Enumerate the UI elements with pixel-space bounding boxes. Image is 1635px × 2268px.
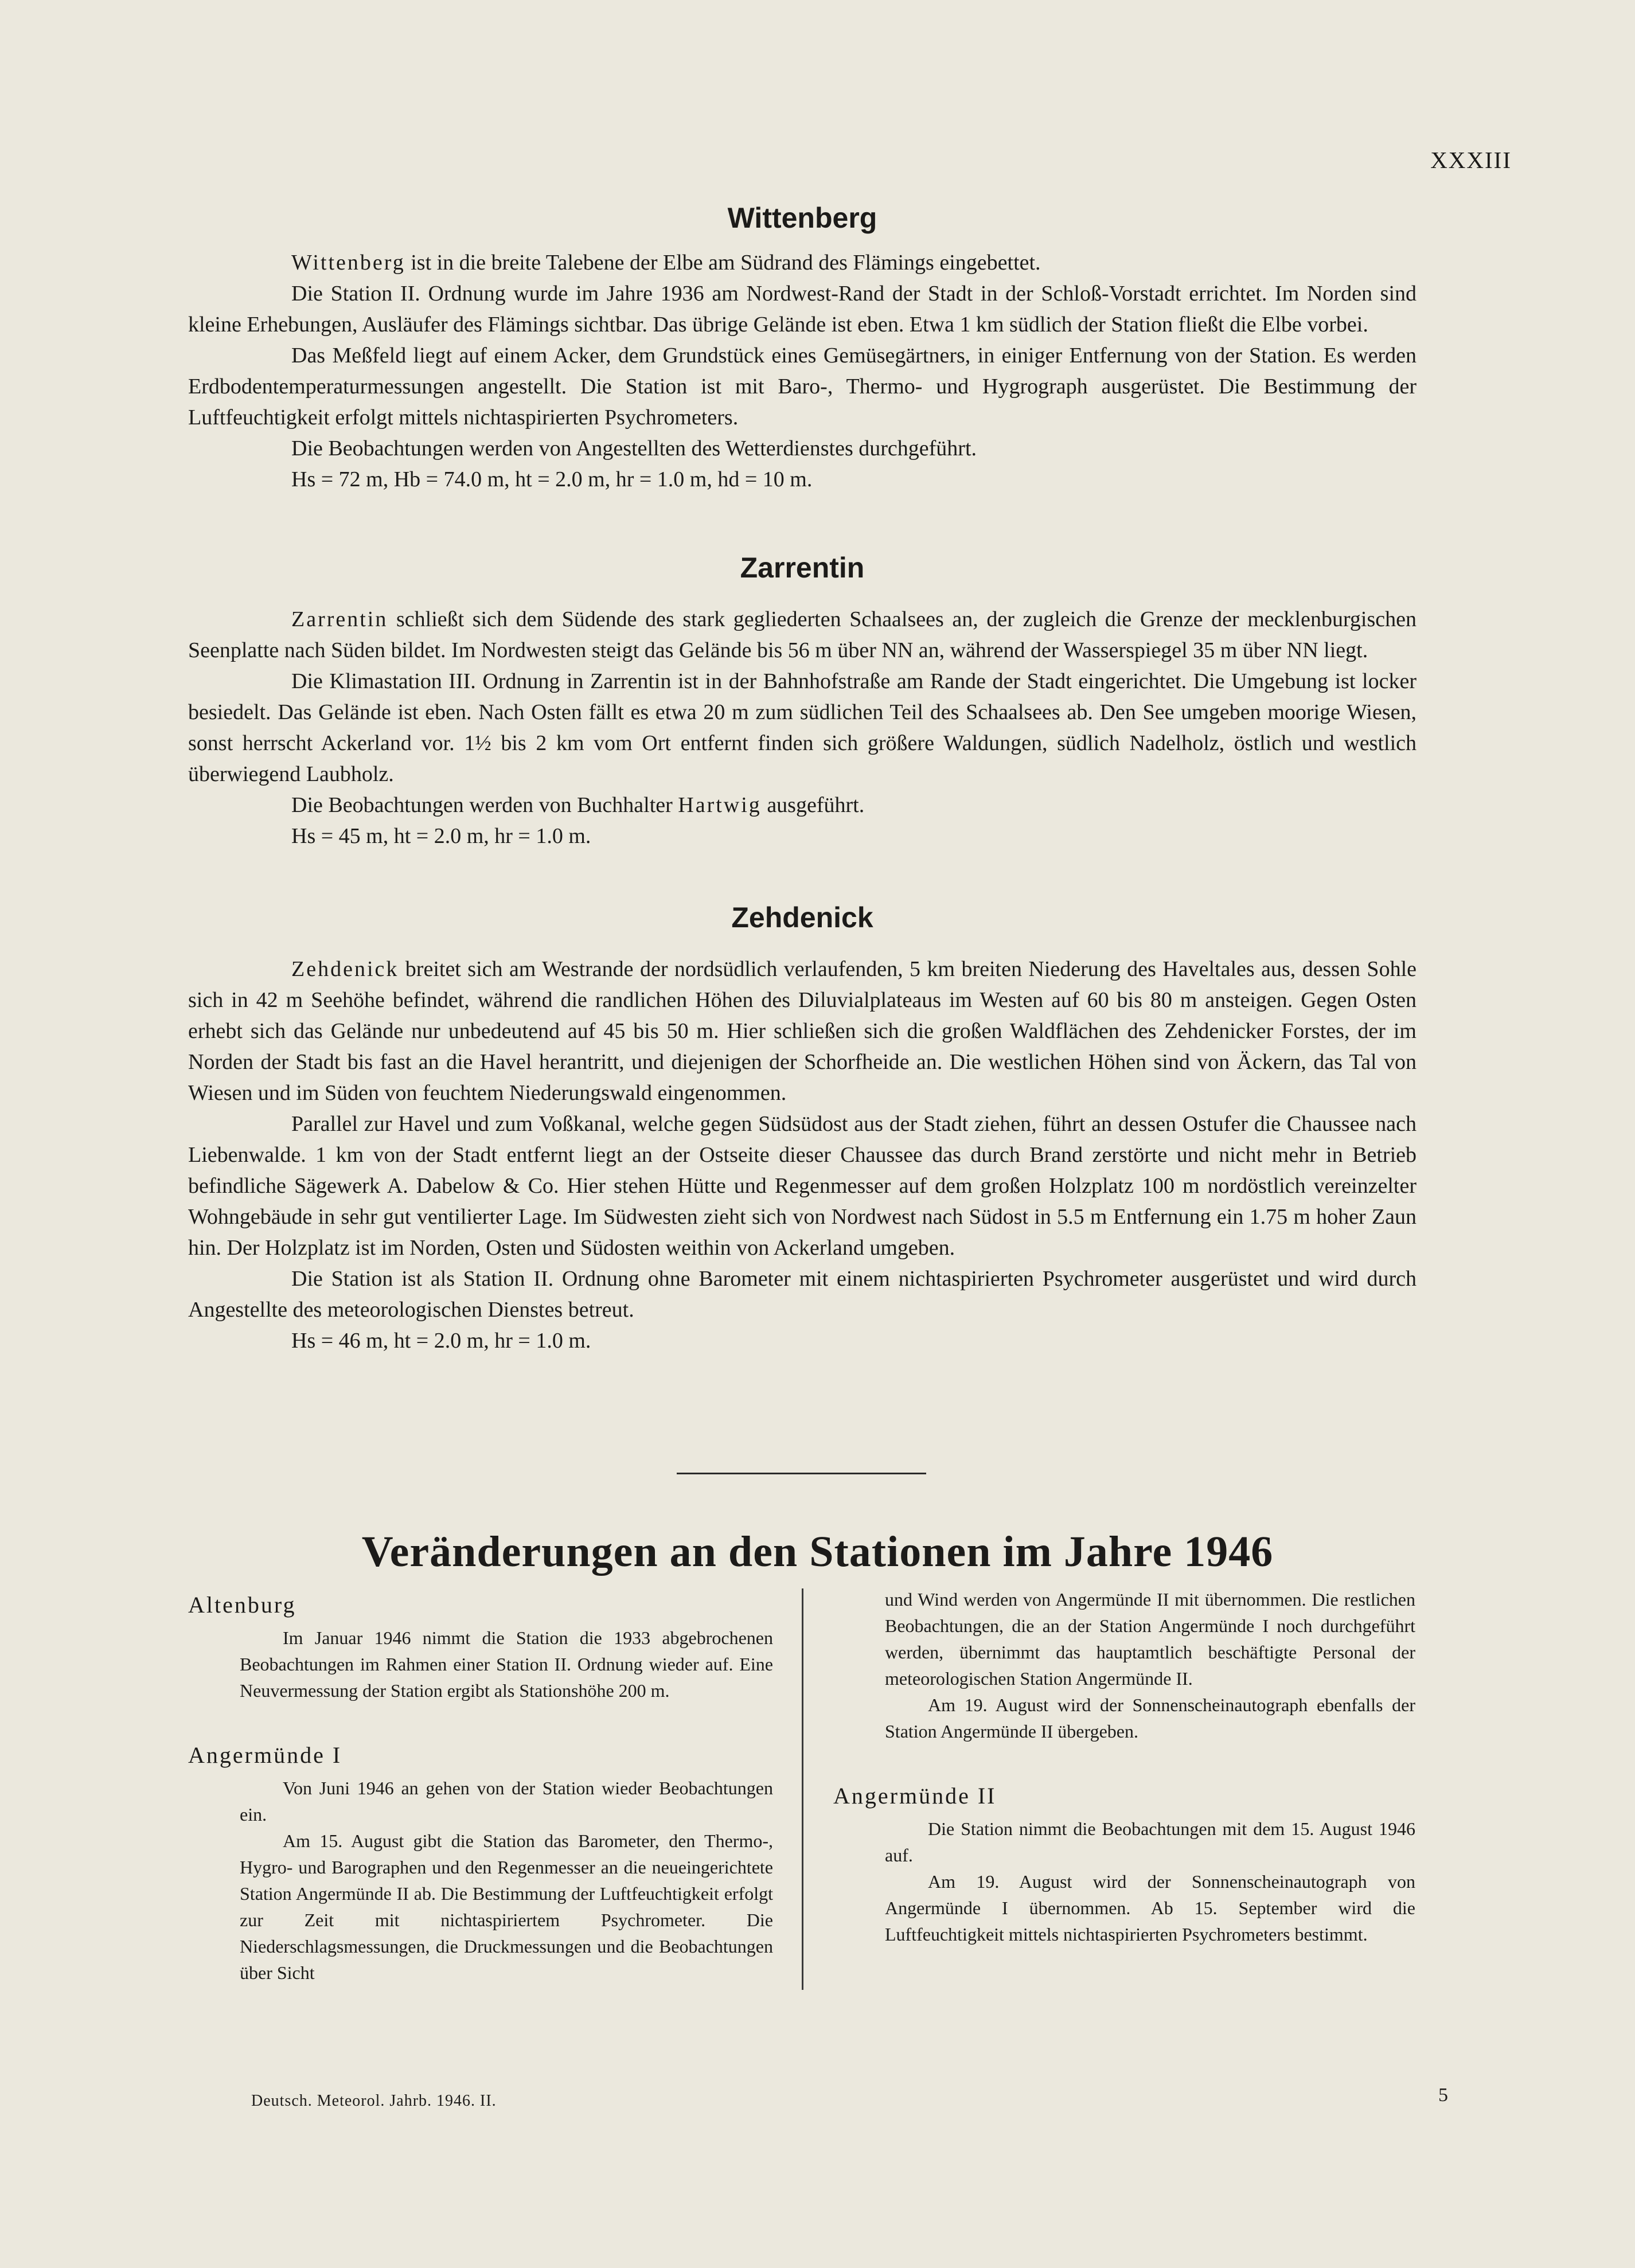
paragraph: Parallel zur Havel und zum Voßkanal, welche gegen Südsüdost aus der Stadt ziehen, führt an dessen Ostufer die Chaussee nach Liebenwalde. 1 km von der Stadt entfernt liegt an der Ostseite dieser Chaussee das durch Brand zerstörte und nicht mehr in Betrieb befindliche Sägewerk A. Dabelow & Co. Hier stehen Hütte und Regenmesser auf dem großen Holzplatz 100 m nordöstlich vereinzelter Wohngebäude in sehr gut ventilierter Lage. Im Südwesten zieht sich von Nordwest nach Südost in 5.5 m Entfernung ein 1.75 m hoher Zaun hin. Der Holzplatz ist im Norden, Osten und Südosten weithin von Ackerland umgeben. — [188, 1112, 1417, 1260]
station-name-angermuende-2: Angermünde II — [833, 1783, 997, 1809]
changes-right-column — [833, 1586, 1415, 1947]
paragraph: Am 19. August wird der Sonnenscheinautograph ebenfalls der Station Angermünde II übergeben. — [885, 1695, 1415, 1742]
page-roman-number: XXXIII — [1430, 147, 1512, 173]
paragraph: Die Beobachtungen werden von Angestellten des Wetterdienstes durchgeführt. — [291, 436, 977, 460]
section-wittenberg — [188, 204, 1417, 495]
paragraph — [188, 247, 1417, 278]
paragraph — [188, 790, 1417, 821]
paragraph: Die Station nimmt die Beobachtungen mit dem 15. August 1946 auf. — [885, 1818, 1415, 1865]
paragraph-text: ausgeführt. — [761, 793, 865, 817]
paragraph-text: schließt sich dem Südende des stark gegliederten Schaalsees an, der zugleich die Grenze der mecklenburgischen Seenplatte nach Süden bildet. Im Nordwesten steigt das Gelände bis 56 m über NN an, während der Wasserspiegel 35 m über NN liegt. — [188, 607, 1417, 662]
spaced-name: Zehdenick — [291, 957, 399, 981]
paragraph: Die Klimastation III. Ordnung in Zarrentin ist in der Bahnhofstraße am Rande der Stadt eingerichtet. Die Umgebung ist locker besiedelt. Das Gelände ist eben. Nach Osten fällt es etwa 20 m zum südlichen Teil des Schaalsees ab. Den See umgeben moorige Wiesen, sonst herrscht Ackerland vor. 1½ bis 2 km vom Ort entfernt finden sich größere Waldungen, südlich Nadelholz, östlich und westlich überwiegend Laubholz. — [188, 669, 1417, 786]
section-title: Zarrentin — [740, 552, 865, 584]
station-name-altenburg: Altenburg — [188, 1592, 296, 1618]
paragraph-continued: und Wind werden von Angermünde II mit übernommen. Die restlichen Beobachtungen, die an der Station Angermünde I noch durchgeführt werden, übernimmt das hauptamtlich beschäftigte Personal der meteorologischen Station Angermünde II. — [885, 1589, 1415, 1689]
paragraph — [188, 604, 1417, 666]
station-heights: Hs = 45 m, ht = 2.0 m, hr = 1.0 m. — [291, 824, 591, 848]
station-heights: Hs = 72 m, Hb = 74.0 m, ht = 2.0 m, hr = 1.0 m, hd = 10 m. — [291, 467, 813, 491]
paragraph-text: ist in die breite Talebene der Elbe am Südrand des Flämings eingebettet. — [405, 251, 1041, 275]
station-heights: Hs = 46 m, ht = 2.0 m, hr = 1.0 m. — [291, 1329, 591, 1353]
station-name-angermuende-1: Angermünde I — [188, 1742, 342, 1768]
changes-left-column — [188, 1591, 773, 1986]
paragraph-text: Die Beobachtungen werden von Buchhalter — [291, 793, 678, 817]
section-title: Wittenberg — [727, 202, 877, 234]
paragraph: Im Januar 1946 nimmt die Station die 1933 abgebrochenen Beobachtungen im Rahmen einer Station II. Ordnung wieder auf. Eine Neuvermessung der Station ergibt als Stationshöhe 200 m. — [240, 1627, 773, 1701]
section-divider — [677, 1473, 926, 1474]
column-divider — [802, 1588, 803, 1990]
section-zarrentin — [188, 553, 1417, 852]
spaced-name: Zarrentin — [291, 607, 388, 631]
paragraph: Am 15. August gibt die Station das Barometer, den Thermo-, Hygro- und Barographen und den Regenmesser an die neueingerichtete Station Angermünde II ab. Die Bestimmung der Luftfeuchtigkeit erfolgt zur Zeit mit nichtaspiriertem Psychrometer. Die Niederschlagsmessungen, die Druckmessungen und die Beobachtungen über Sicht — [240, 1830, 773, 1983]
section-title: Zehdenick — [731, 901, 873, 934]
paragraph: Am 19. August wird der Sonnenscheinautograph von Angermünde I übernommen. Ab 15. September wird die Luftfeuchtigkeit mittels nichtaspirierten Psychrometers bestimmt. — [885, 1871, 1415, 1945]
page-number: 5 — [1438, 2084, 1448, 2106]
changes-title: Veränderungen an den Stationen im Jahre 1946 — [361, 1528, 1274, 1576]
paragraph-text: breitet sich am Westrande der nordsüdlich verlaufenden, 5 km breiten Niederung des Haveltales aus, dessen Sohle sich in 42 m Seehöhe befindet, während die randlichen Höhen des Diluvialplateaus im Westen auf 60 bis 80 m ansteigen. Gegen Osten erhebt sich das Gelände nur unbedeutend auf 45 bis 50 m. Hier schließen sich die großen Waldflächen des Zehdenicker Forstes, der im Norden der Stadt bis fast an die Havel herantritt, und diejenigen der Schorfheide an. Die westlichen Höhen sind von Äckern, das Tal von Wiesen und im Süden von feuchtem Niederungswald eingenommen. — [188, 957, 1417, 1105]
paragraph: Die Station ist als Station II. Ordnung ohne Barometer mit einem nichtaspirierten Psychrometer ausgerüstet und wird durch Angestellte des meteorologischen Dienstes betreut. — [188, 1267, 1417, 1322]
spaced-name: Wittenberg — [291, 251, 405, 275]
paragraph — [188, 954, 1417, 1108]
paragraph: Von Juni 1946 an gehen von der Station wieder Beobachtungen ein. — [240, 1778, 773, 1825]
spaced-name: Hartwig — [678, 793, 762, 817]
paragraph: Die Station II. Ordnung wurde im Jahre 1936 am Nordwest-Rand der Stadt in der Schloß-Vorstadt errichtet. Im Norden sind kleine Erhebungen, Ausläufer des Flämings sichtbar. Das übrige Gelände ist eben. Etwa 1 km südlich der Station fließt die Elbe vorbei. — [188, 282, 1417, 337]
section-zehdenick — [188, 903, 1417, 1356]
paragraph: Das Meßfeld liegt auf einem Acker, dem Grundstück eines Gemüsegärtners, in einiger Entfernung von der Station. Es werden Erdbodentemperaturmessungen angestellt. Die Station ist mit Baro-, Thermo- und Hygrograph ausgerüstet. Die Bestimmung der Luftfeuchtigkeit erfolgt mittels nichtaspirierten Psychrometers. — [188, 343, 1417, 430]
footer-citation: Deutsch. Meteorol. Jahrb. 1946. II. — [251, 2092, 497, 2110]
